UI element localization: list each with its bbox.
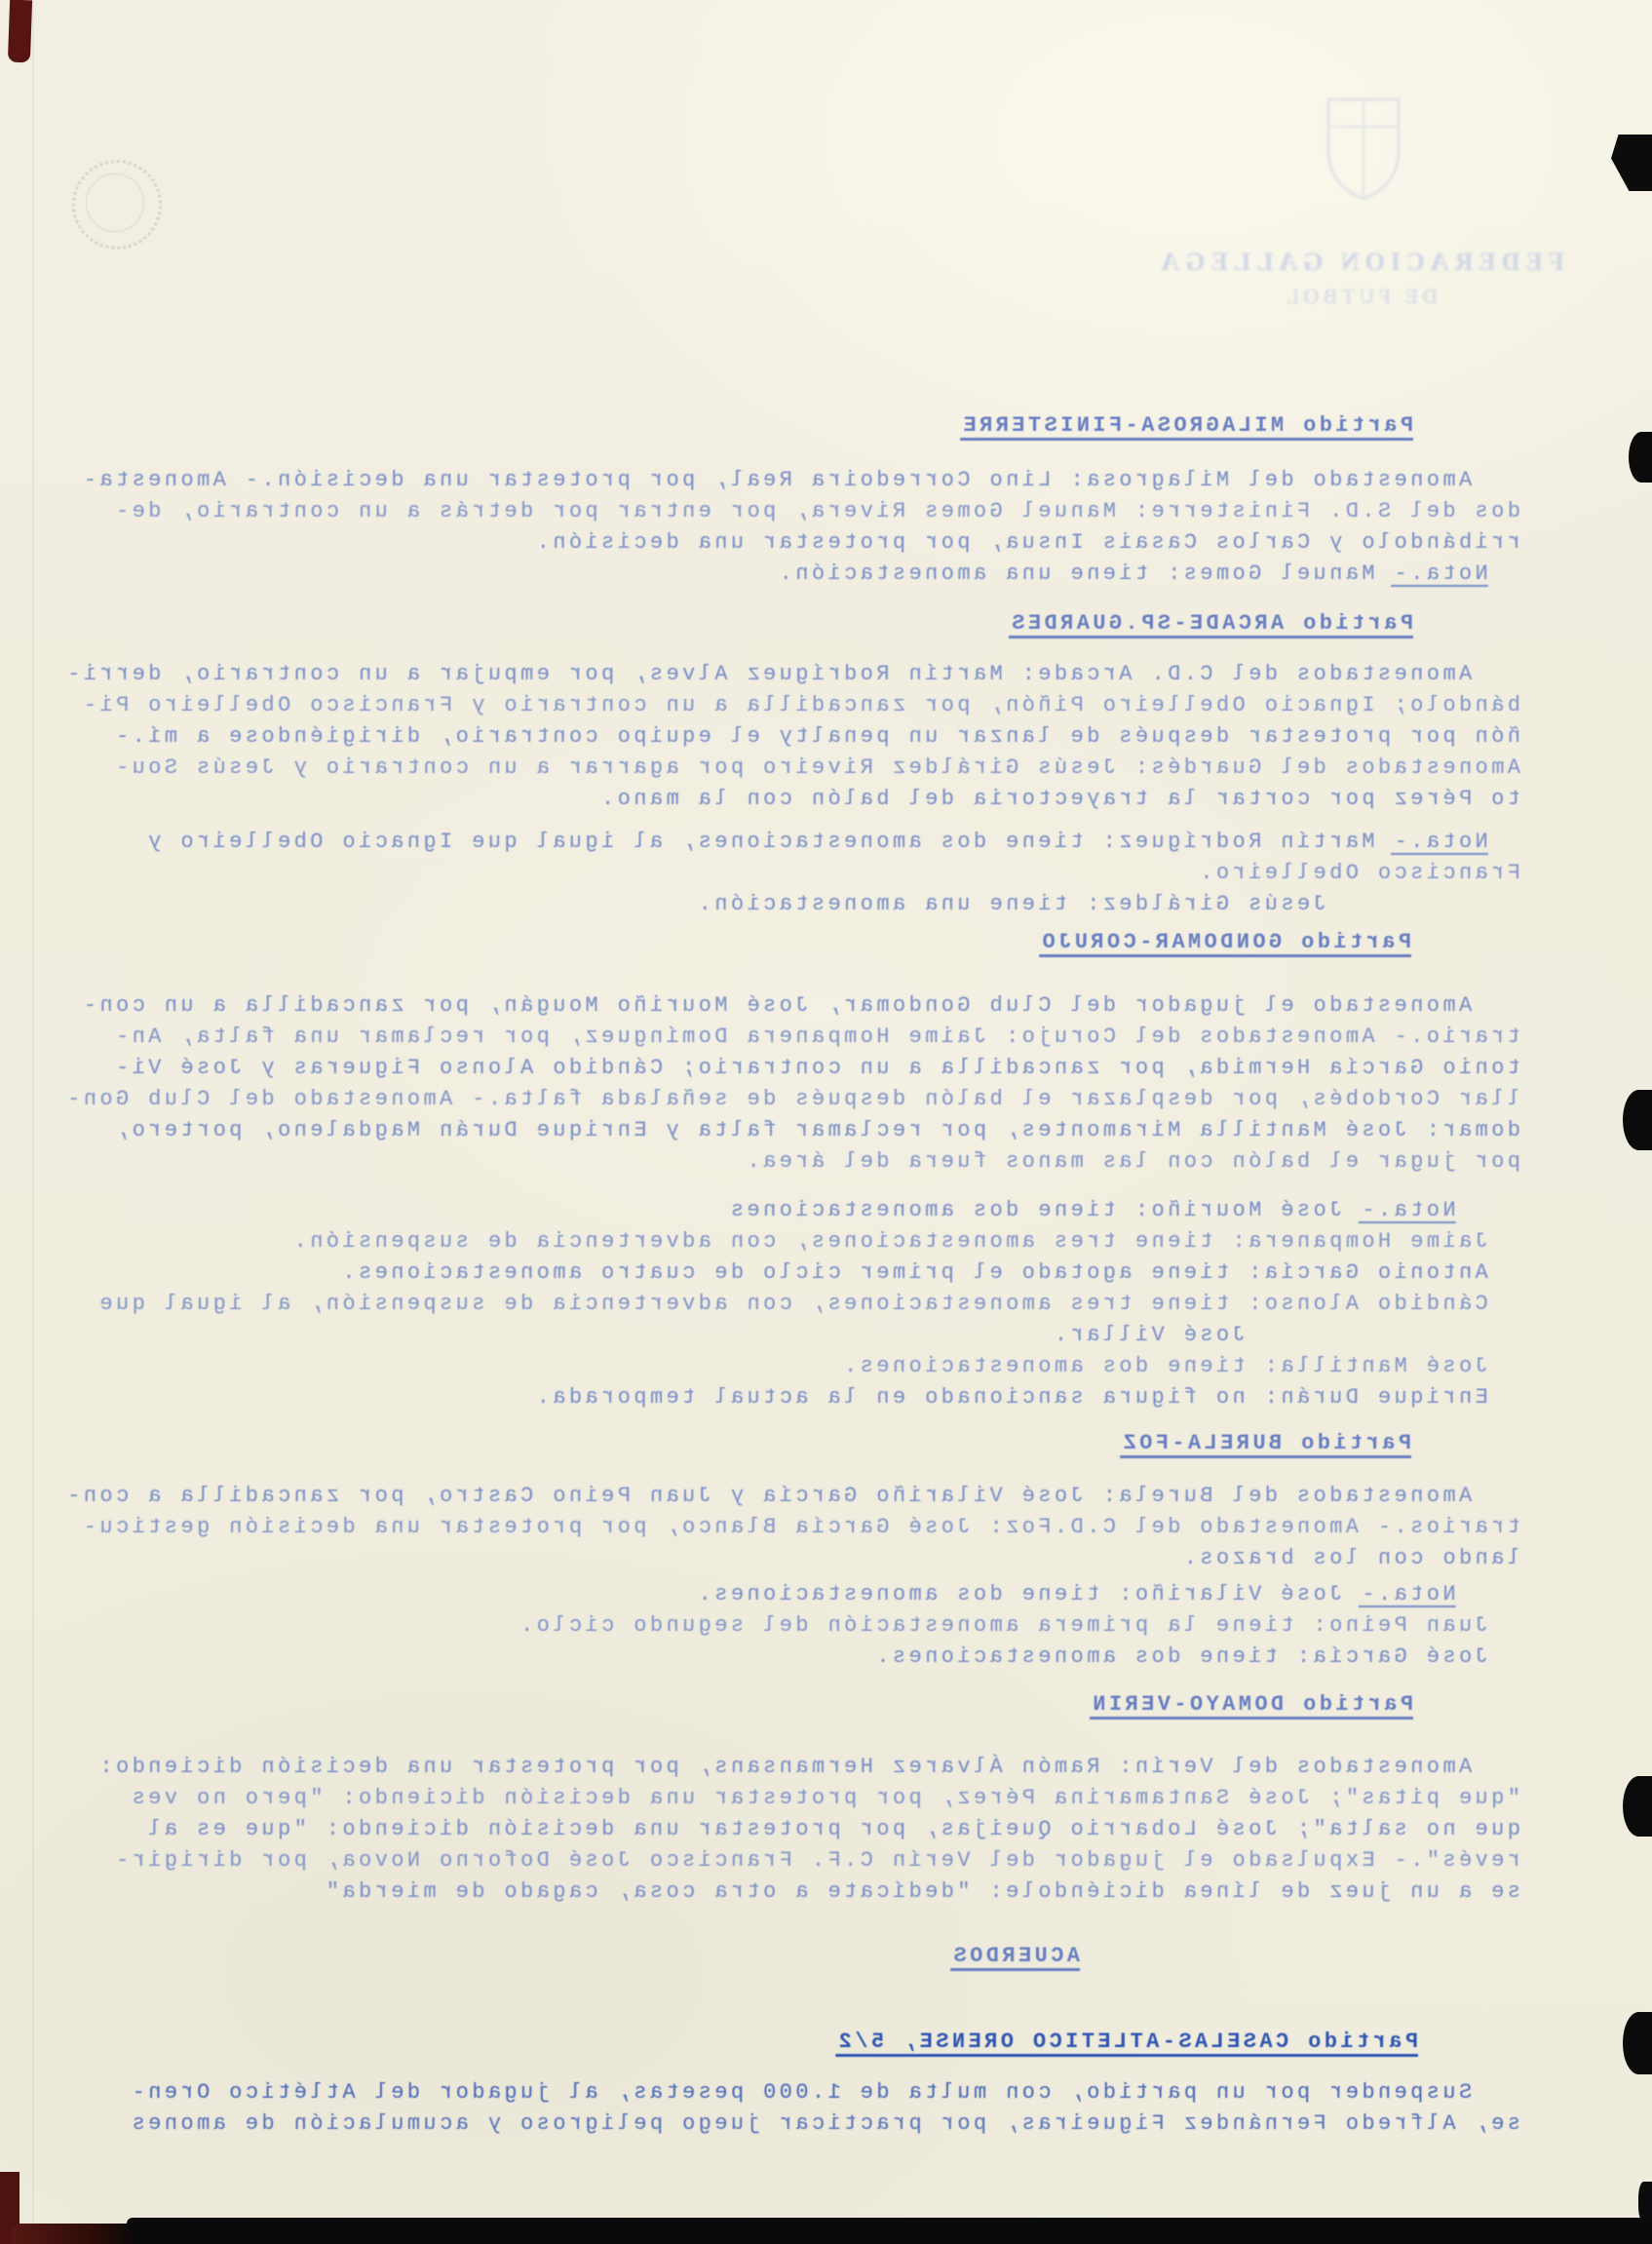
section-heading-text: Partido DOMAYO-VERIN: [1089, 1692, 1413, 1717]
section-heading: [1009, 611, 1413, 636]
text-line: llar Cordobés, por desplazar el balón después de señalada falta.- Amonestado del Club Gon-: [63, 1087, 1520, 1111]
text-line: to Pérez por cortar la trayectoria del balón con la mano.: [597, 787, 1520, 811]
text-line: Jesús Giráldez: tiene una amonestación.: [695, 892, 1520, 916]
punch-hole-4: [1623, 2012, 1652, 2074]
section-heading: [950, 1944, 1080, 1968]
text-line: José Villar.: [1051, 1323, 1520, 1347]
section-heading-text: Partido BURELA-FOZ: [1120, 1431, 1411, 1455]
text-line: dos del S.D. Finisterre: Manuel Gomes Rivera, por entrar por detrás a un contrario, de-: [112, 499, 1520, 523]
text-line: Amonestados del C.D. Arcade: Martín Rodríguez Alves, por empujar a un contrario, derri-: [63, 662, 1520, 686]
section-heading-text: Partido CASELAS-ATLETICO ORENSE, 5/2: [835, 2030, 1418, 2054]
text-line: por jugar el balón con las manos fuera del área.: [744, 1149, 1520, 1174]
text-line: trario.- Amonestados del Corujo: Jaime Hompanera Domínguez, por reclamar una falta, An-: [112, 1025, 1520, 1049]
text-line: tonio García Hermida, por zancadilla a un contrario; Cándido Alonso Figueras y José Vi-: [112, 1056, 1520, 1080]
text-line: se a un juez de línea diciéndole: "dedícate a otra cosa, cagado de mierda": [323, 1879, 1520, 1904]
section-heading: [1120, 1431, 1411, 1455]
text-line: Amonestados del Verín: Ramón Álvarez Hermansans, por protestar una decisión diciendo:: [96, 1755, 1520, 1779]
text-line: Antonio García: tiene agotado el primer ciclo de cuatro amonestaciones.: [339, 1260, 1520, 1285]
text-line: Amonestado del Milagrosa: Lino Corredoira Real, por protestar una decisión.- Amonesta-: [80, 468, 1520, 492]
section-heading: [835, 2030, 1418, 2054]
section-heading-text: Partido MILAGROSA-FINISTERRE: [960, 413, 1413, 438]
para-block: [29, 659, 1520, 815]
typed-document: [29, 0, 1520, 2244]
para-block: [29, 1752, 1520, 1908]
scan-edge-bottom-maroon: [12, 2224, 134, 2244]
section-heading: [1039, 930, 1411, 954]
notas-block: [29, 827, 1520, 920]
notas-block: [29, 559, 1520, 590]
section-heading-text: Partido ARCADE-SP.GUARDES: [1008, 611, 1413, 636]
scan-shadow-bottom-right: [1638, 2182, 1652, 2223]
punch-hole-1: [1629, 432, 1652, 483]
text-line: Amonestado el jugador del Club Gondomar, José Mouriño Mougán, por zancadilla a un con-: [80, 993, 1520, 1018]
text-line: que no salta"; José Lobarrio Queijas, por protestar una decisión diciendo: "que es al: [144, 1817, 1520, 1841]
section-heading: [960, 413, 1413, 438]
text-line: rribándolo y Carlos Casais Insua, por protestar una decisión.: [533, 530, 1520, 555]
nota-label: Nota.-: [1358, 1198, 1456, 1222]
text-line: Nota.- Manuel Gomes: tiene una amonestación.: [776, 561, 1488, 586]
text-line: Amonestados del Guardés: Jesús Giráldez Riveiro por agarrar a un contrario y Jesús Sou-: [112, 755, 1520, 780]
text-line: José García: tiene dos amonestaciones.: [872, 1644, 1520, 1669]
text-line: lando con los brazos.: [1180, 1546, 1520, 1570]
section-heading-text: ACUERDOS: [950, 1944, 1080, 1968]
text-line: Nota.- José Mouriño: tiene dos amonestaciones: [727, 1198, 1456, 1222]
letterhead-org-name: FEDERACION GALLEGA: [1155, 248, 1564, 276]
text-line: ñón por protestar después de lanzar un penalty el equipo contrario, dirigiéndose a mí.-: [112, 724, 1520, 749]
binding-mark-top-left: [8, 0, 32, 62]
section-heading: [1090, 1692, 1413, 1717]
text-line: Nota.- Martín Rodríguez: tiene dos amonestaciones, al igual que Ignacio Obelleiro y: [144, 830, 1488, 854]
section-heading-text: Partido GONDOMAR-CORUJO: [1039, 930, 1411, 954]
punch-hole-2: [1623, 1090, 1652, 1150]
text-line: Juan Peino: tiene la primera amonestación del segundo ciclo.: [517, 1613, 1520, 1638]
nota-label: Nota.-: [1358, 1582, 1456, 1606]
text-line: Francisco Obelleiro.: [1196, 861, 1520, 885]
text-line: "que pitas"; José Santamarina Pérez, por protestar una decisión diciendo: "pero no ves: [129, 1786, 1520, 1810]
text-line: Enrique Durán: no figura sancionado en la actual temporada.: [533, 1385, 1520, 1410]
notas-block: [29, 1195, 1520, 1413]
para-block: [29, 465, 1520, 559]
text-line: trarios.- Amonestado del C.D.Foz: José García Blanco, por protestar una decisión gesticu-: [80, 1515, 1520, 1539]
text-line: bándolo; Ignacio Obelleiro Piñón, por zancadilla a un contrario y Francisco Obelleiro Pi-: [80, 693, 1520, 717]
nota-label: Nota.-: [1391, 561, 1488, 586]
text-line: Cándido Alonso: tiene tres amonestaciones, con advertencia de suspensión, al igual que: [96, 1292, 1520, 1316]
text-line: Jaime Hompanera: tiene tres amonestaciones, con advertencia de suspensión.: [290, 1229, 1520, 1254]
text-line: Suspender por un partido, con multa de 1.000 pesetas, al jugador del Atlético Oren-: [129, 2080, 1520, 2105]
para-block: [29, 990, 1520, 1178]
para-block: [29, 1481, 1520, 1574]
punch-hole-3: [1623, 1776, 1652, 1837]
text-line: se, Alfredo Fernández Figueiras, por practicar juego peligroso y acumulación de amones: [129, 2111, 1520, 2136]
text-line: Amonestados del Burela: José Vilariño García y Juan Peino Castro, por zancadilla a con-: [63, 1484, 1520, 1508]
text-line: domar: José Mantilla Miramontes, por reclamar falta y Enrique Durán Magdaleno, portero,: [112, 1118, 1520, 1142]
notas-block: [29, 1579, 1520, 1673]
para-block: [29, 2077, 1520, 2140]
text-line: Nota.- José Vilariño: tiene dos amonestaciones.: [695, 1582, 1456, 1606]
letterhead-org-subtitle: DE FUTBOL: [1282, 285, 1438, 308]
scan-edge-bottom: [127, 2218, 1652, 2244]
text-line: revés".- Expulsado el jugador del Verín C.F. Francisco José Doforno Novoa, por dirigir-: [112, 1848, 1520, 1873]
nota-label: Nota.-: [1391, 830, 1488, 854]
text-line: José Mantilla: tiene dos amonestaciones.: [840, 1354, 1520, 1378]
